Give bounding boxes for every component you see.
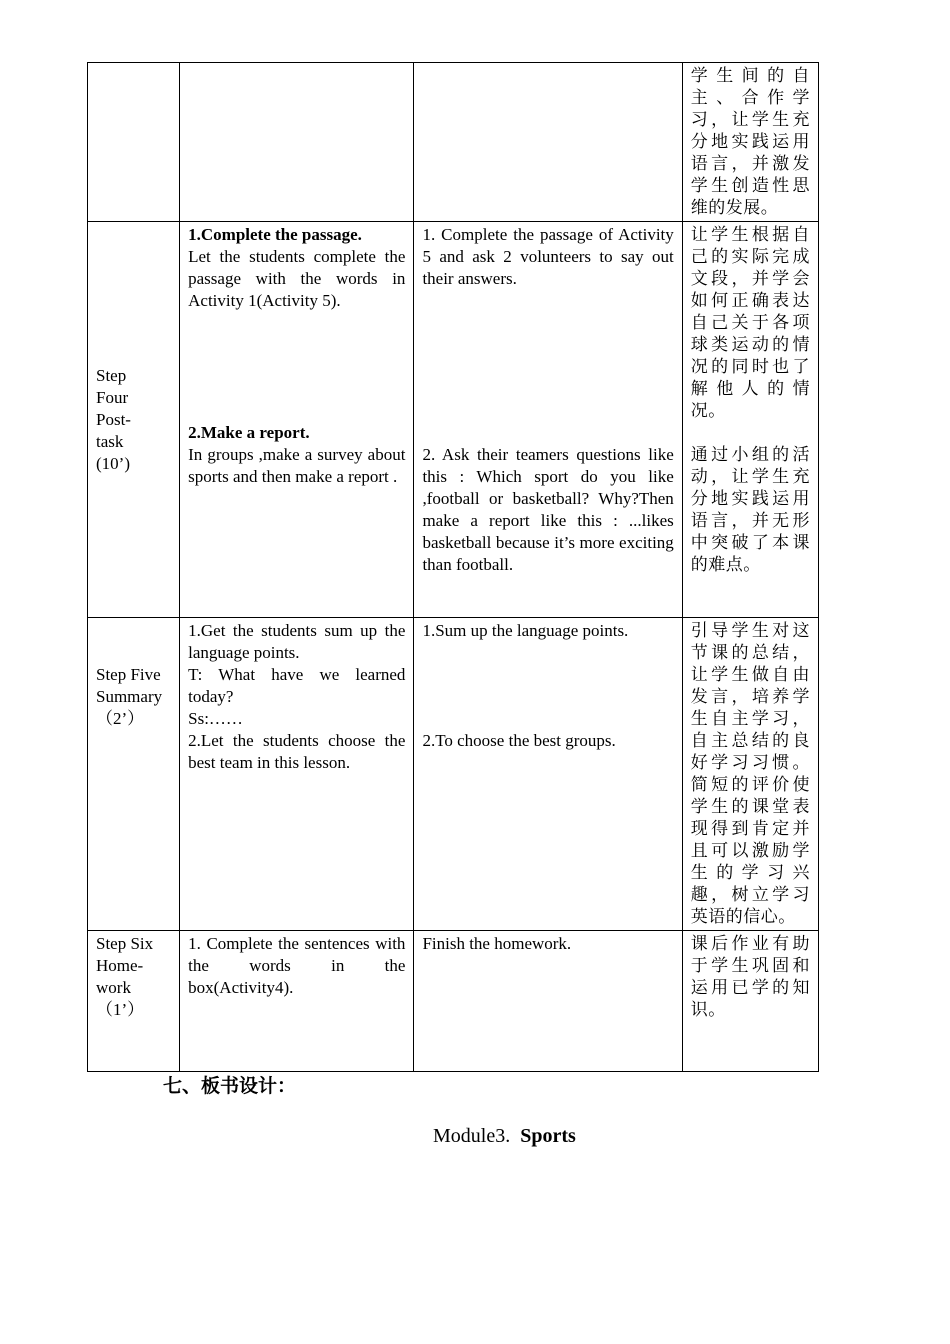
teacher-cell — [180, 618, 414, 931]
step-time: (10’) — [96, 453, 130, 473]
student-activity: 1. Complete the passage of Activity 5 and ask 2 volunteers to say out their answers. — [422, 225, 674, 288]
student-activity: 1.Sum up the language points. — [422, 621, 629, 640]
teacher-cell — [180, 931, 414, 1072]
step-label: Summary — [96, 687, 163, 706]
purpose-text: 学生间的自主、合作学习，让学生充分地实践运用语言，并激发学生创造性思维的发展。 — [690, 66, 810, 217]
activity-text: Let the students complete the passage with the words in Activity 1(Activity 5). — [188, 247, 406, 310]
step-label: Post- — [96, 409, 131, 429]
teacher-cell — [180, 222, 414, 618]
purpose-cell — [682, 618, 818, 931]
step-time: （2’） — [96, 709, 145, 728]
table-row — [88, 222, 819, 618]
section-heading: 七、板书设计： — [163, 1076, 297, 1097]
activity-text: In groups ,make a survey about sports and then make a report . — [188, 445, 406, 486]
activity-title: 1.Complete the passage. — [188, 225, 362, 244]
step-cell — [88, 618, 180, 931]
student-activity: 2. Ask their teamers questions like this : Which sport do you like ,football or basketball? Why?Then make a report like this : ...likes basketball because it’s more exciting than football. — [422, 445, 674, 574]
purpose-text: 通过小组的活动，让学生充分地实践运用语言，并无形中突破了本课的难点。 — [690, 445, 810, 574]
teacher-activity: Ss:…… — [188, 709, 243, 728]
step-cell — [88, 931, 180, 1072]
student-activity: Finish the homework. — [422, 934, 572, 953]
student-activity: 2.To choose the best groups. — [422, 731, 616, 750]
table-row — [88, 931, 819, 1072]
step-label: Step — [96, 365, 127, 385]
step-label: work — [96, 978, 131, 997]
lesson-plan-table — [87, 62, 819, 1072]
teacher-activity: 2.Let the students choose the best team in this lesson. — [188, 731, 406, 772]
purpose-cell — [682, 222, 818, 618]
step-label: task — [96, 431, 124, 451]
purpose-text: 课后作业有助于学生巩固和运用已学的知识。 — [690, 934, 810, 1019]
purpose-cell — [682, 63, 818, 222]
step-label: Four — [96, 387, 129, 407]
module-number: Module3. — [433, 1125, 511, 1147]
student-cell — [414, 618, 682, 931]
teacher-activity: 1.Get the students sum up the language points. — [188, 621, 406, 662]
step-label: Home- — [96, 956, 144, 975]
teacher-activity: T: What have we learned today? — [188, 665, 406, 706]
student-cell — [414, 63, 682, 222]
step-label: Step Five — [96, 665, 161, 684]
step-label: Step Six — [96, 934, 154, 953]
step-cell — [88, 63, 180, 222]
purpose-text: 让学生根据自己的实际完成文段，并学会如何正确表达自己关于各项球类运动的情况的同时也了解他人的情况。 — [690, 225, 810, 420]
student-cell — [414, 222, 682, 618]
table-row — [88, 618, 819, 931]
student-cell — [414, 931, 682, 1072]
module-title: Sports — [520, 1125, 576, 1147]
activity-title: 2.Make a report. — [188, 423, 310, 442]
purpose-text: 引导学生对这节课的总结，让学生做自由发言，培养学生自主学习，自主总结的良好学习习惯。简短的评价使学生的课堂表现得到肯定并且可以激励学生的学习兴趣，树立学习英语的信心。 — [690, 621, 810, 926]
table-row — [88, 63, 819, 222]
teacher-cell — [180, 63, 414, 222]
teacher-activity: 1. Complete the sentences with the words in the box(Activity4). — [188, 934, 406, 997]
purpose-cell — [682, 931, 818, 1072]
step-cell — [88, 222, 180, 618]
step-time: （1’） — [96, 1000, 145, 1019]
board-design-title — [433, 1125, 576, 1147]
